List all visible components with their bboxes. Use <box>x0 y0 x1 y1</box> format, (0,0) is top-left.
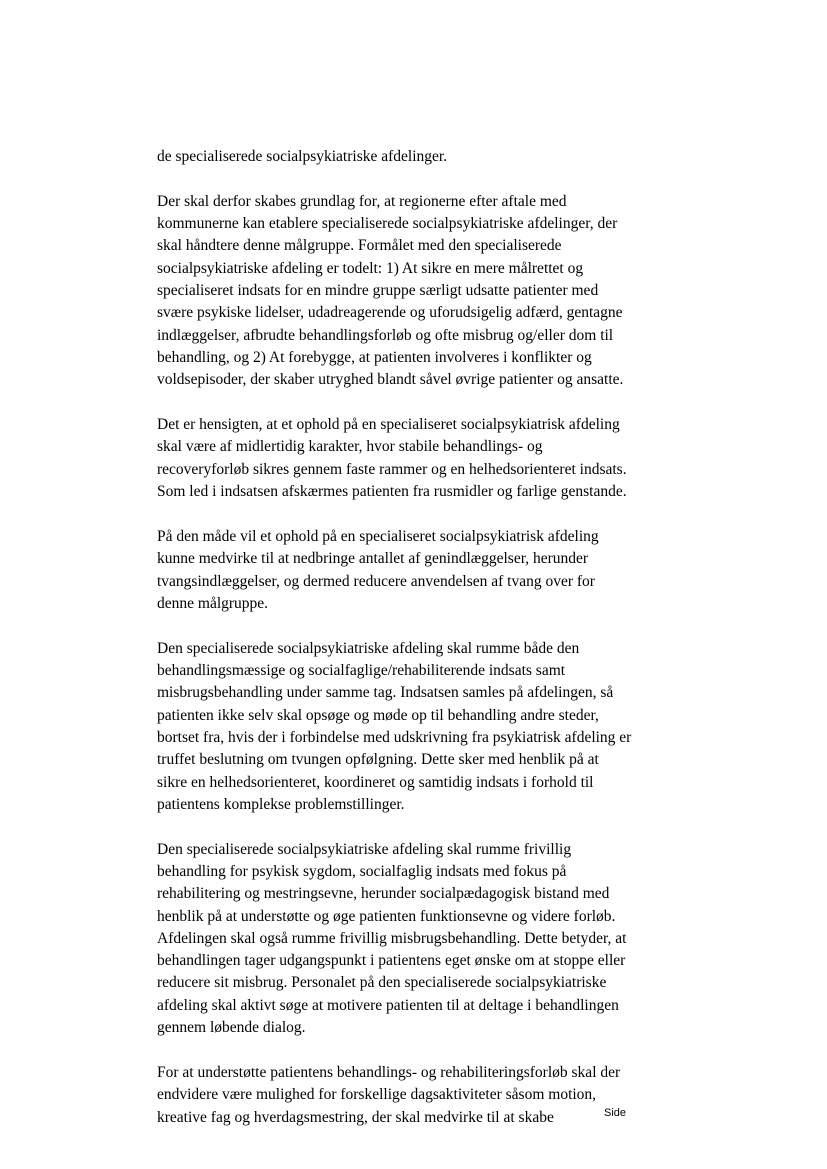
text-line: afdeling skal aktivt søge at motivere patienten til at deltage i behandlingen <box>157 996 619 1014</box>
paragraph <box>157 638 677 816</box>
text-line: truffet beslutning om tvungen opfølgning. Dette sker med henblik på at <box>157 751 599 769</box>
text-line: Der skal derfor skabes grundlag for, at regionerne efter aftale med <box>157 192 567 210</box>
text-line: recoveryforløb sikres gennem faste rammer og en helhedsorienteret indsats. <box>157 460 627 478</box>
text-line: rehabilitering og mestringsevne, herunder socialpædagogisk bistand med <box>157 885 610 903</box>
text-line: svære psykiske lidelser, udadreagerende og uforudsigelig adfærd, gentagne <box>157 304 623 322</box>
paragraph-gap <box>157 168 677 191</box>
text-line: patientens komplekse problemstillinger. <box>157 795 405 813</box>
text-line: behandlingen tager udgangspunkt i patientens eget ønske om at stoppe eller <box>157 952 626 970</box>
paragraph-gap <box>157 615 677 638</box>
text-line: voldsepisoder, der skaber utryghed blandt såvel øvrige patienter og ansatte. <box>157 371 624 389</box>
document-body <box>157 146 677 1129</box>
page-footer-label: Side <box>604 1107 627 1119</box>
text-line: specialiseret indsats for en mindre gruppe særligt udsatte patienter med <box>157 282 599 300</box>
paragraph-gap <box>157 1039 677 1062</box>
text-line: På den måde vil et ophold på en specialiseret socialpsykiatrisk afdeling <box>157 527 599 545</box>
text-line: kreative fag og hverdagsmestring, der skal medvirke til at skabe <box>157 1108 554 1126</box>
text-line: For at understøtte patientens behandlings- og rehabiliteringsforløb skal der <box>157 1063 621 1081</box>
text-line: misbrugsbehandling under samme tag. Indsatsen samles på afdelingen, så <box>157 684 614 702</box>
paragraph <box>157 839 677 1040</box>
text-line: skal håndtere denne målgruppe. Formålet med den specialiserede <box>157 237 562 255</box>
paragraph-gap <box>157 816 677 839</box>
text-line: indlæggelser, afbrudte behandlingsforløb og ofte misbrug og/eller dom til <box>157 326 614 344</box>
text-line: endvidere være mulighed for forskellige dagsaktiviteter såsom motion, <box>157 1086 597 1104</box>
paragraph <box>157 1062 677 1129</box>
paragraph <box>157 526 677 615</box>
text-line: socialpsykiatriske afdeling er todelt: 1) At sikre en mere målrettet og <box>157 259 584 277</box>
paragraph <box>157 191 677 392</box>
paragraph <box>157 414 677 503</box>
text-line: tvangsindlæggelser, og dermed reducere anvendelsen af tvang over for <box>157 572 595 590</box>
text-line: Det er hensigten, at et ophold på en specialiseret socialpsykiatrisk afdeling <box>157 416 620 434</box>
text-line: Som led i indsatsen afskærmes patienten fra rusmidler og farlige genstande. <box>157 483 627 501</box>
text-line: patienten ikke selv skal opsøge og møde op til behandling andre steder, <box>157 706 599 724</box>
text-line: Den specialiserede socialpsykiatriske afdeling skal rumme frivillig <box>157 840 572 858</box>
text-line: kunne medvirke til at nedbringe antallet af genindlæggelser, herunder <box>157 550 589 568</box>
text-line: Afdelingen skal også rumme frivillig misbrugsbehandling. Dette betyder, at <box>157 929 627 947</box>
text-line: bortset fra, hvis der i forbindelse med udskrivning fra psykiatrisk afdeling er <box>157 728 632 746</box>
text-line: denne målgruppe. <box>157 594 269 612</box>
paragraph <box>157 146 677 168</box>
text-line: gennem løbende dialog. <box>157 1019 306 1037</box>
text-line: sikre en helhedsorienteret, koordineret og samtidig indsats i forhold til <box>157 773 594 791</box>
text-line: kommunerne kan etablere specialiserede socialpsykiatriske afdelinger, der <box>157 215 618 233</box>
paragraph-gap <box>157 392 677 415</box>
text-line: Den specialiserede socialpsykiatriske afdeling skal rumme både den <box>157 639 580 657</box>
text-line: behandlingsmæssige og socialfaglige/rehabiliterende indsats samt <box>157 662 566 680</box>
text-line: de specialiserede socialpsykiatriske afdelinger. <box>157 148 448 165</box>
paragraph-gap <box>157 503 677 526</box>
text-line: behandling, og 2) At forebygge, at patienten involveres i konflikter og <box>157 348 592 366</box>
text-line: reducere sit misbrug. Personalet på den specialiserede socialpsykiatriske <box>157 974 607 992</box>
text-line: behandling for psykisk sygdom, socialfaglig indsats med fokus på <box>157 862 567 880</box>
text-line: skal være af midlertidig karakter, hvor stabile behandlings- og <box>157 438 543 456</box>
text-line: henblik på at understøtte og øge patienten funktionsevne og videre forløb. <box>157 907 616 925</box>
